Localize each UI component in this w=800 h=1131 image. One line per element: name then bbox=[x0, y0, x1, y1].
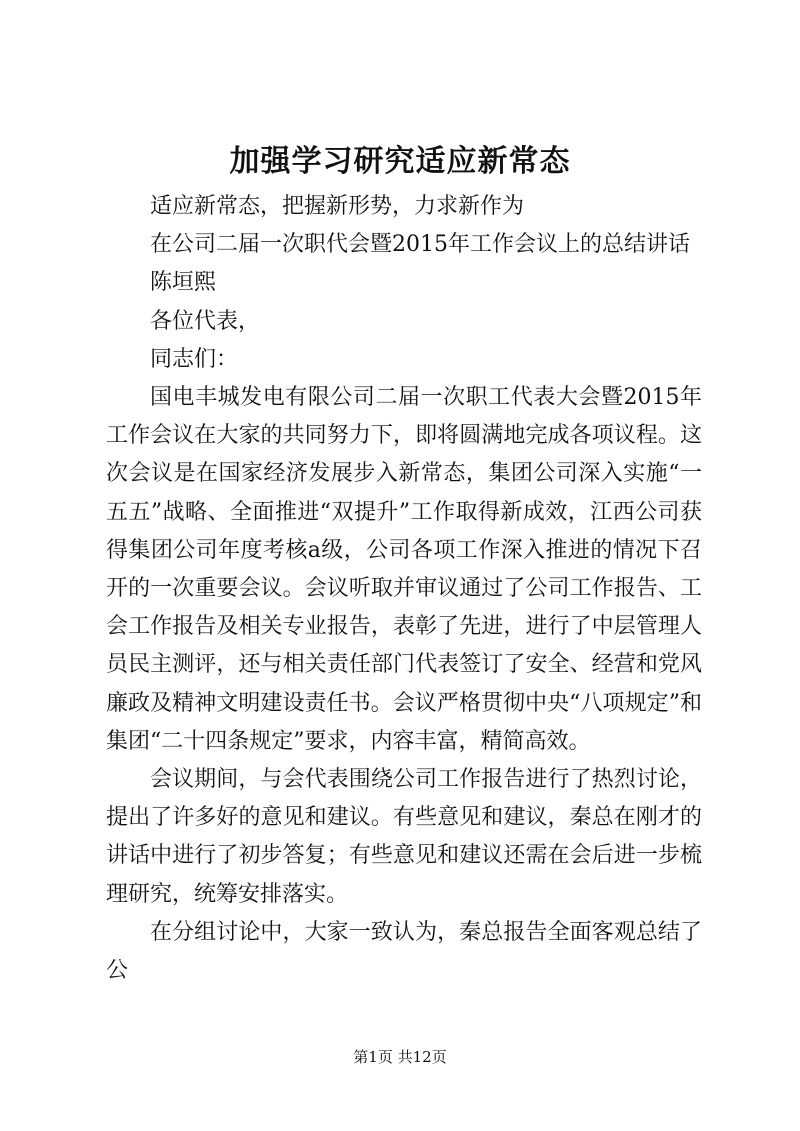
document-subtitle: 适应新常态，把握新形势，力求新作为 bbox=[150, 194, 525, 219]
greeting-representatives: 各位代表， bbox=[150, 308, 261, 334]
paragraph-2: 会议期间，与会代表围绕公司工作报告进行了热烈讨论，提出了许多好的意见和建议。有些意见和建议，秦总在刚才的讲话中进行了初步答复；有些意见和建议还需在会后进一步梳理研究，统筹安排落实。 bbox=[106, 767, 702, 907]
document-title: 加强学习研究适应新常态 bbox=[229, 144, 571, 179]
speaker-name: 陈垣熙 bbox=[150, 270, 217, 296]
greeting-comrades: 同志们： bbox=[150, 346, 239, 372]
paragraph-1: 国电丰城发电有限公司二届一次职工代表大会暨2015年工作会议在大家的共同努力下，即将圆满地完成各项议程。这次会议是在国家经济发展步入新常态，集团公司深入实施“一五五”战略、全面推进“双提升”工作取得新成效，江西公司获得集团公司年度考核a级，公司各项工作深入推进的情况下召开的一次重要会议。会议听取并审议通过了公司工作报告、工会工作报告及相关专业报告，表彰了先进，进行了中层管理人员民主测评，还与相关责任部门代表签订了安全、经营和党风廉政及精神文明建设责任书。会议严格贯彻中央“八项规定”和集团“二十四条规定”要求，内容丰富，精简高效。 bbox=[106, 385, 702, 754]
paragraph-3: 在分组讨论中，大家一致认为，秦总报告全面客观总结了公 bbox=[106, 919, 702, 984]
speech-occasion: 在公司二届一次职代会暨2015年工作会议上的总结讲话 bbox=[150, 232, 690, 258]
page-footer: 第1页 共12页 bbox=[353, 1048, 447, 1066]
document-body bbox=[106, 188, 702, 990]
